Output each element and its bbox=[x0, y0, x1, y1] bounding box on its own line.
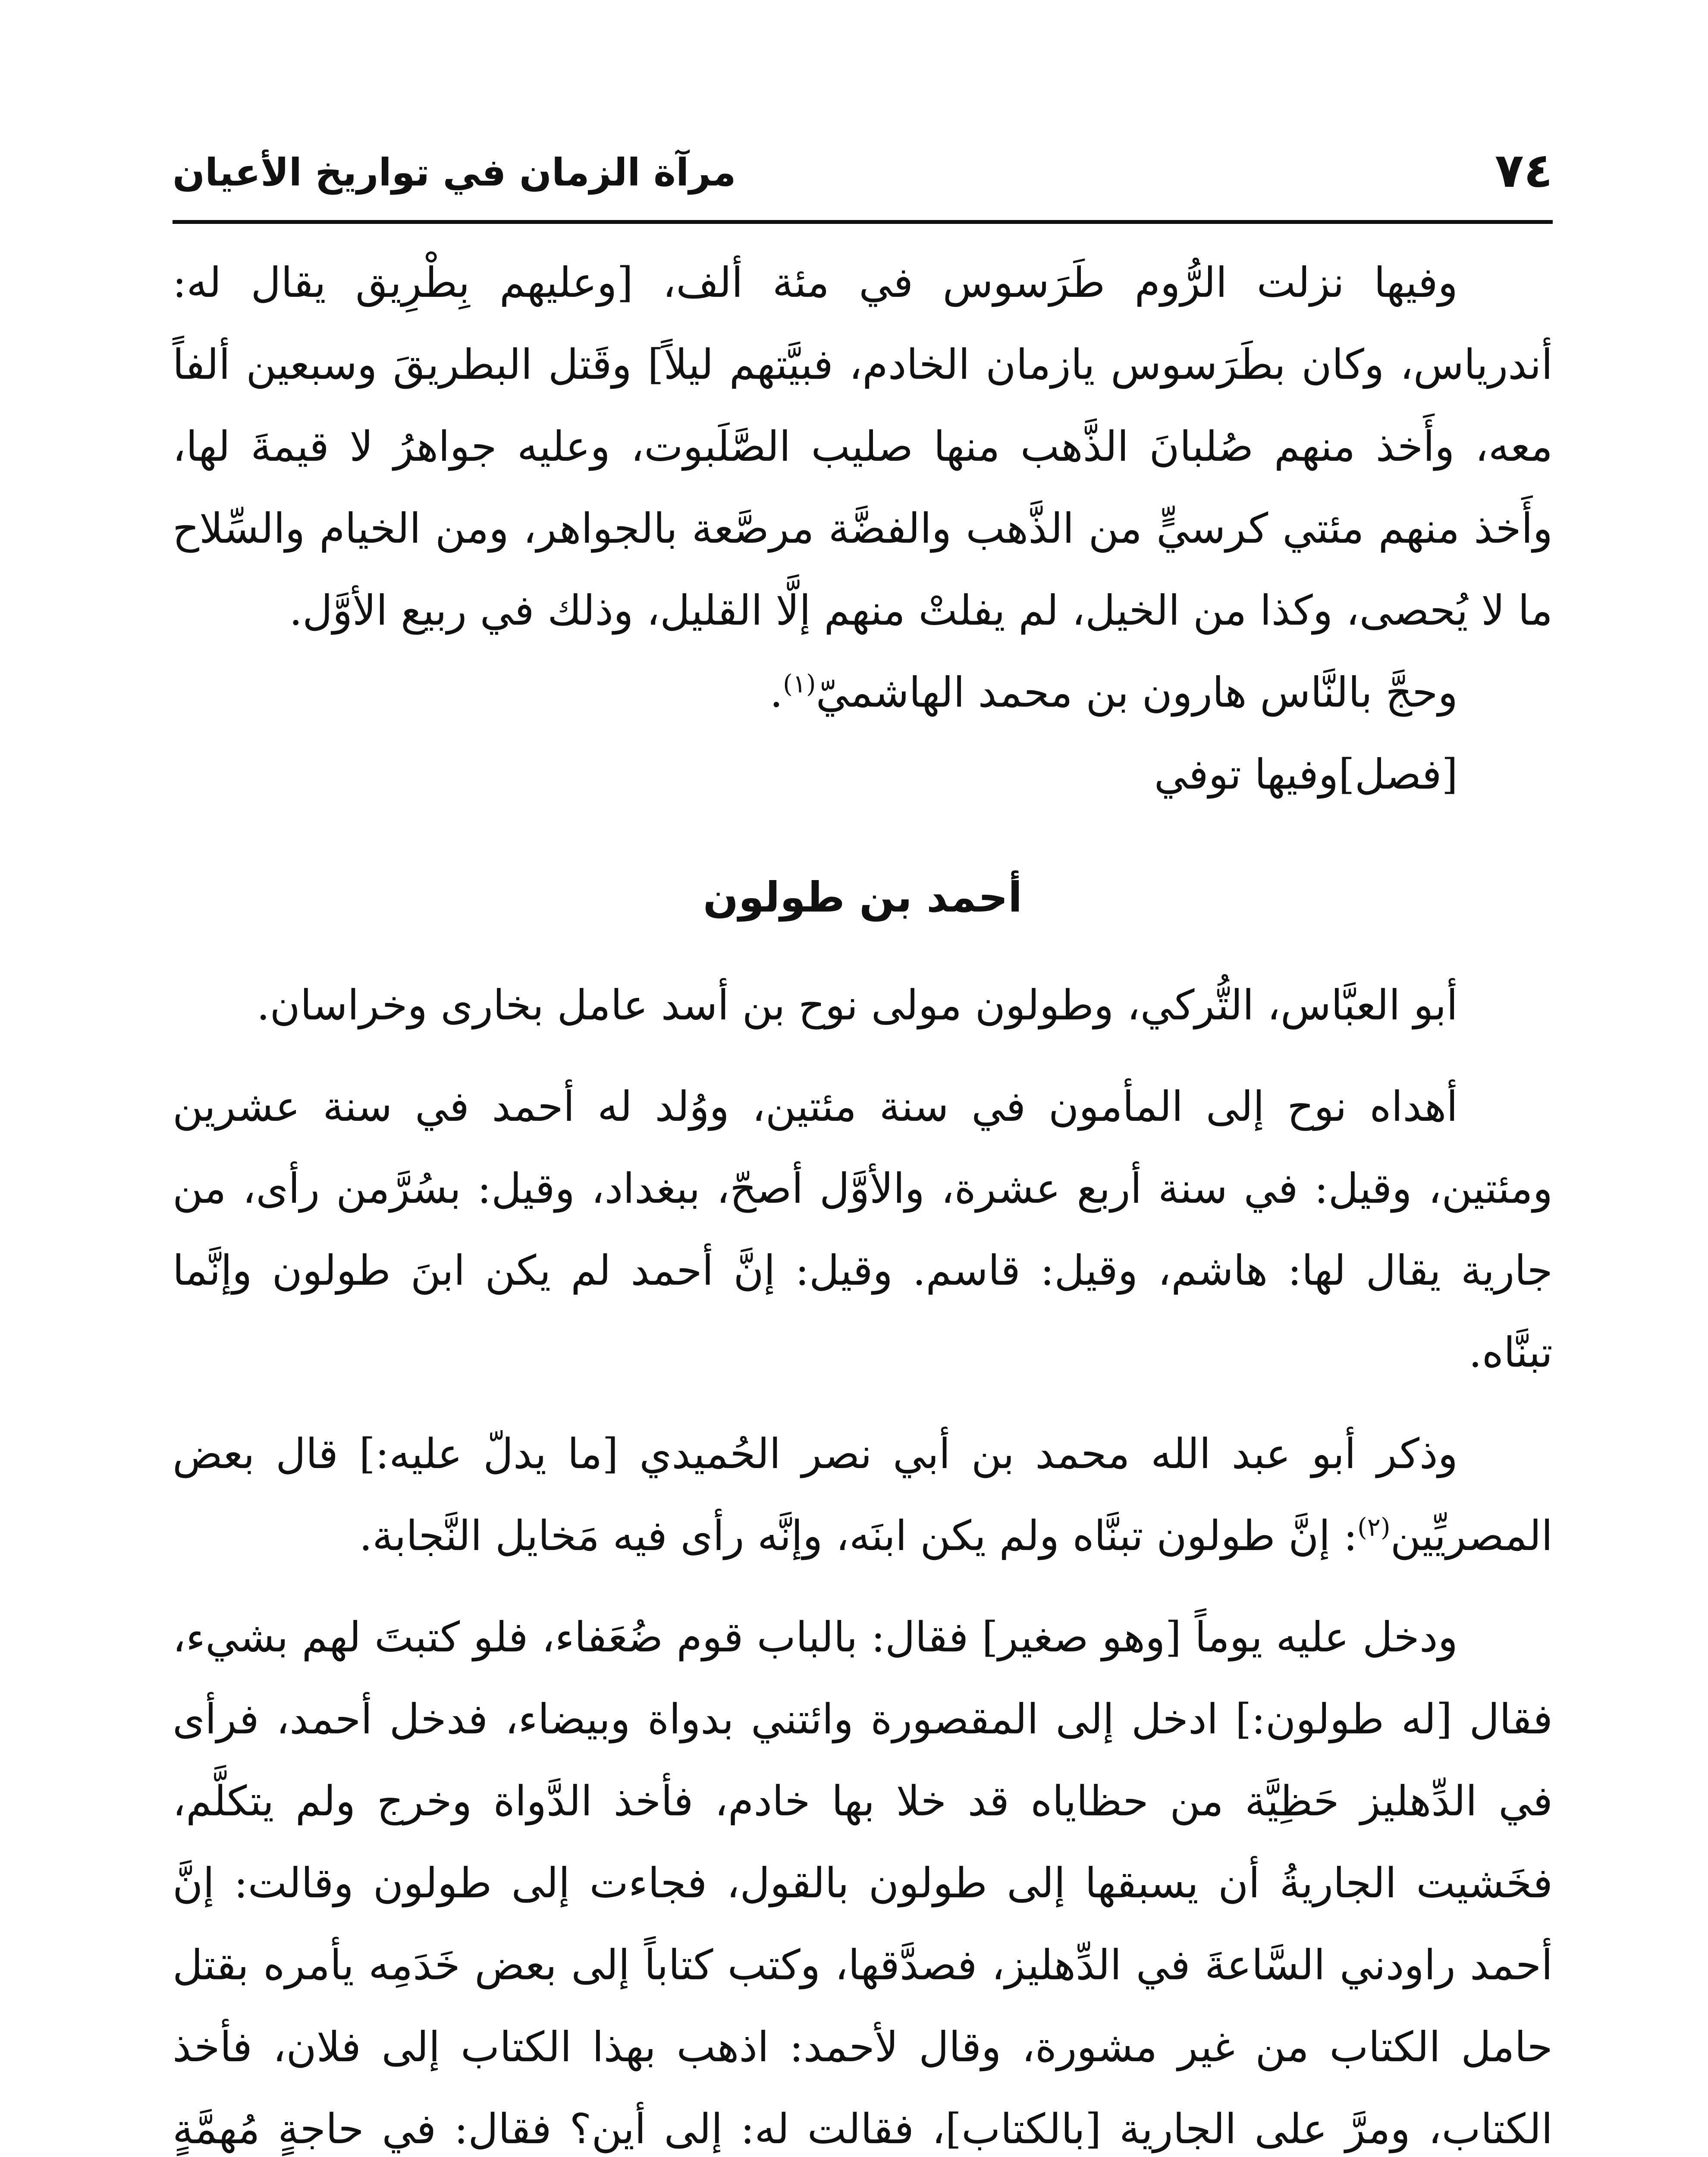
page-number: ٧٤ bbox=[1494, 143, 1553, 198]
paragraph-ahdahu: أهداه نوح إلى المأمون في سنة مئتين، ووُلد له أحمد في سنة عشرين ومئتين، وقيل: في سنة أربع عشرة، والأوَّل أصحّ، ببغداد، وقيل: بسُرَّمن رأى، من جارية يقال لها: هاشم، وقيل: قاسم. وقيل: إنَّ أحمد لم يكن ابنَ طولون وإنَّما تبنَّاه. bbox=[173, 1082, 1553, 1377]
paragraph-humaydi-end: : إنَّ طولون تبنَّاه ولم يكن ابنَه، وإنَّه رأى فيه مَخايل النَّجابة. bbox=[359, 1512, 1358, 1560]
paragraph-rum-tarsus: وفيها نزلت الرُّوم طَرَسوس في مئة ألف، [وعليهم بِطْرِيق يقال له: أندرياس، وكان بطَرَسوس يازمان الخادم، فبيَّتهم ليلاً] وقَتل البطريقَ وسبعين ألفاً معه، وأَخذ منهم صُلبانَ الذَّهب منها صليب الصَّلَبوت، وعليه جواهرُ لا قيمةَ لها، وأَخذ منهم مئتي كرسيٍّ من الذَّهب والفضَّة مرصَّعة بالجواهر، ومن الخيام والسِّلاح ما لا يُحصى، وكذا من الخيل، لم يفلتْ منهم إلَّا القليل، وذلك في ربيع الأوَّل. bbox=[173, 258, 1553, 635]
running-title: مرآة الزمان في تواريخ الأعيان bbox=[173, 150, 736, 195]
paragraph-humaydi-start: وذكر أبو عبد الله محمد بن أبي نصر الحُميدي [ما يدلّ عليه:] قال بعض المصريِّين bbox=[173, 1430, 1553, 1560]
main-text bbox=[173, 242, 1553, 2157]
footnote-ref-1: (١) bbox=[783, 669, 816, 698]
paragraph-humaydi bbox=[173, 1413, 1553, 1577]
header-rule bbox=[173, 220, 1553, 224]
paragraph-story: ودخل عليه يوماً [وهو صغير] فقال: بالباب قوم ضُعَفاء، فلو كتبتَ لهم بشيء، فقال [له طولون:] ادخل إلى المقصورة وائتني بدواة وبيضاء، فدخل أحمد، فرأى في الدِّهليز حَظِيَّة من حظاياه قد خلا بها خادم، فأخذ الدَّواة وخرج ولم يتكلَّم، فخَشيت الجاريةُ أن يسبقها إلى طولون بالقول، فجاءت إلى طولون وقالت: إنَّ أحمد راودني السَّاعةَ في الدِّهليز، فصدَّقها، وكتب كتاباً إلى بعض خَدَمِه يأمره بقتل حامل الكتاب من غير مشورة، وقال لأحمد: اذهب بهذا الكتاب إلى فلان، فأخذ الكتاب، ومرَّ على الجارية [بالكتاب]، فقالت له: إلى أين؟ فقال: في حاجةٍ مُهمَّةٍ bbox=[173, 1613, 1553, 2153]
paragraph-hajj-end: . bbox=[769, 668, 783, 717]
paragraph-section-mark: [فصل]وفيها توفي bbox=[1154, 750, 1458, 799]
paragraph-hajj bbox=[173, 651, 1553, 733]
footnote-ref-2: (٢) bbox=[1357, 1512, 1391, 1542]
paragraph-abul-abbas: أبو العبَّاس، التُّركي، وطولون مولى نوح بن أسد عامل بخارى وخراسان. bbox=[256, 981, 1458, 1029]
page-header bbox=[173, 129, 1553, 220]
paragraph-hajj-text: وحجَّ بالنَّاس هارون بن محمد الهاشميّ bbox=[816, 668, 1458, 717]
section-heading: أحمد بن طولون bbox=[703, 873, 1022, 921]
